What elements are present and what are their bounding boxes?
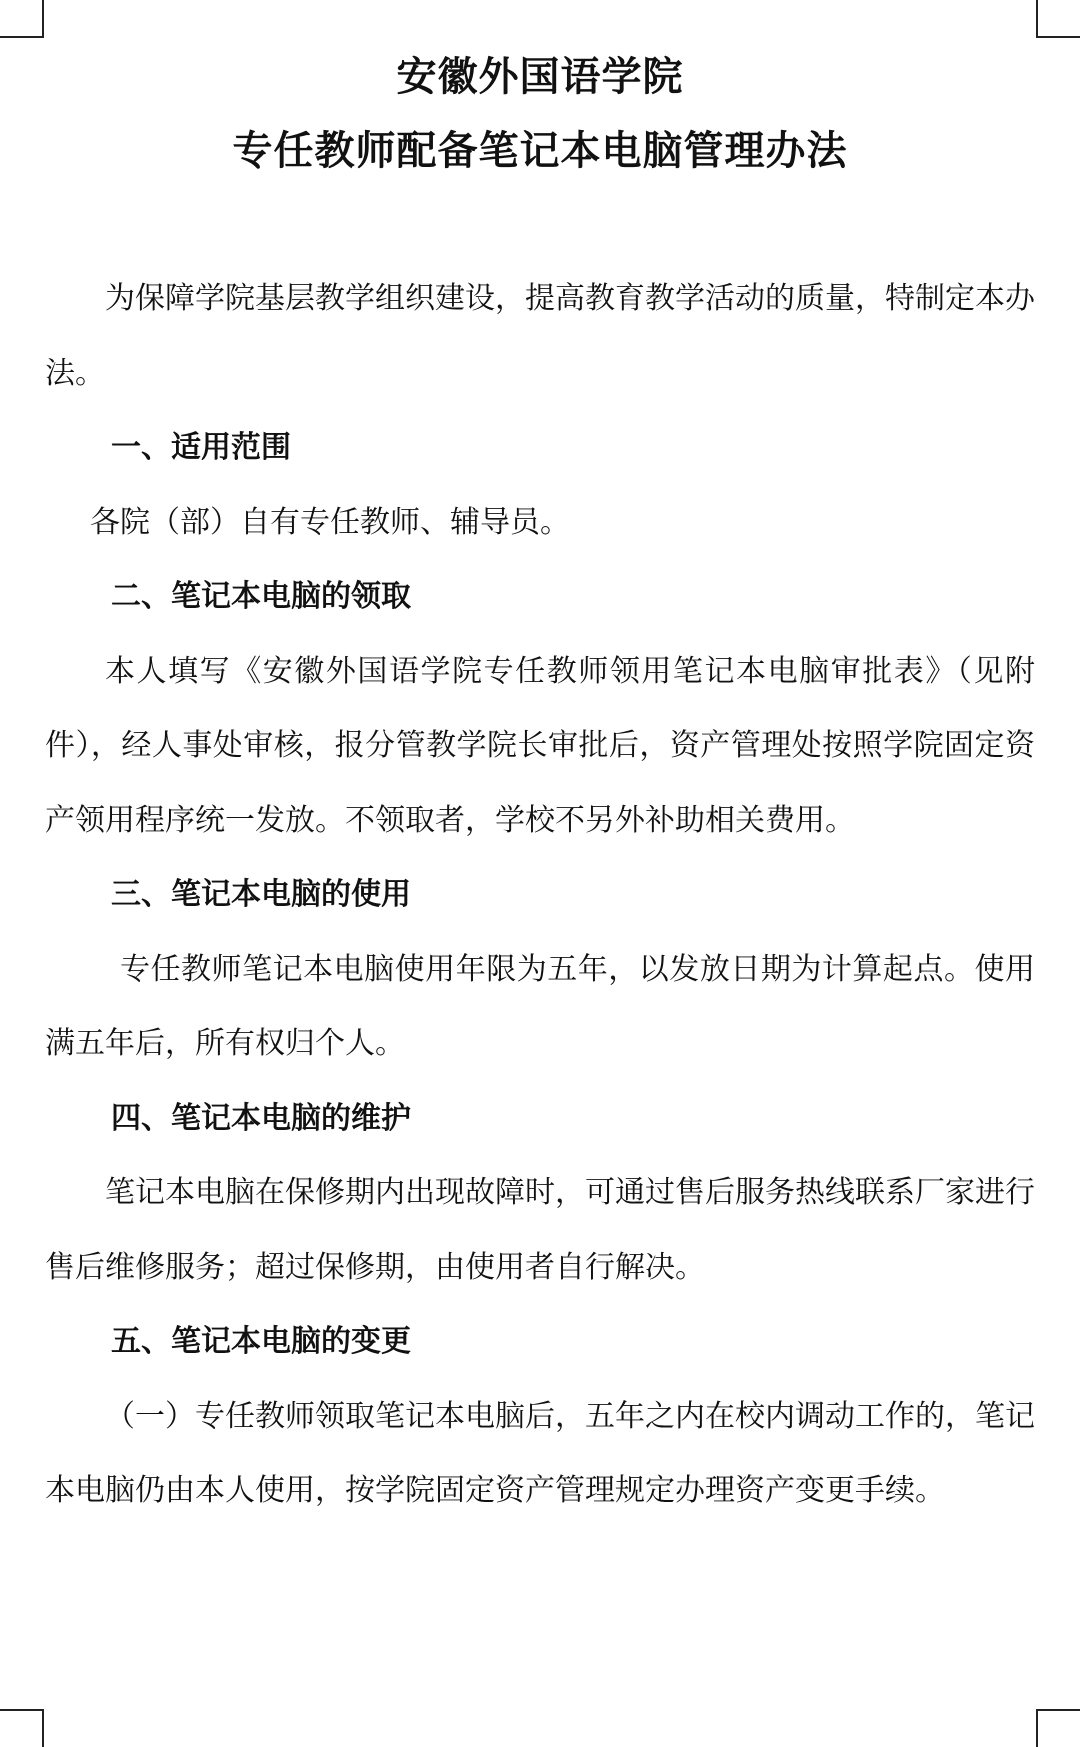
document-body — [45, 262, 1035, 1529]
section-heading-1: 一、适用范围 — [111, 430, 291, 465]
section-1-paragraph: 各院（部）自有专任教师、辅导员。 — [90, 504, 570, 540]
crop-mark-bottom-right — [1036, 1709, 1080, 1747]
document-page — [45, 40, 1035, 1529]
section-4-paragraph: 笔记本电脑在保修期内出现故障时，可通过售后服务热线联系厂家进行售后维修服务；超过保修期，由使用者自行解决。 — [45, 1175, 1035, 1285]
crop-mark-top-right — [1036, 0, 1080, 38]
section-heading-4: 四、笔记本电脑的维护 — [111, 1100, 411, 1136]
section-5-paragraph: （一）专任教师领取笔记本电脑后，五年之内在校内调动工作的，笔记本电脑仍由本人使用，按学院固定资产管理规定办理资产变更手续。 — [45, 1398, 1035, 1508]
title-line-2: 专任教师配备笔记本电脑管理办法 — [232, 128, 848, 174]
section-3-paragraph: 专任教师笔记本电脑使用年限为五年，以发放日期为计算起点。使用满五年后，所有权归个人。 — [45, 951, 1035, 1061]
section-heading-3: 三、笔记本电脑的使用 — [111, 877, 411, 912]
title-line-1: 安徽外国语学院 — [396, 54, 684, 100]
section-heading-5: 五、笔记本电脑的变更 — [111, 1324, 411, 1359]
document-title — [45, 40, 1035, 188]
section-heading-2: 二、笔记本电脑的领取 — [111, 579, 411, 614]
crop-mark-bottom-left — [0, 1709, 44, 1747]
intro-paragraph: 为保障学院基层教学组织建设，提高教育教学活动的质量，特制定本办法。 — [45, 281, 1035, 391]
crop-mark-top-left — [0, 0, 44, 38]
section-2-paragraph: 本人填写《安徽外国语学院专任教师领用笔记本电脑审批表》（见附件），经人事处审核，报分管教学院长审批后，资产管理处按照学院固定资产领用程序统一发放。不领取者，学校不另外补助相关费用。 — [45, 653, 1035, 838]
